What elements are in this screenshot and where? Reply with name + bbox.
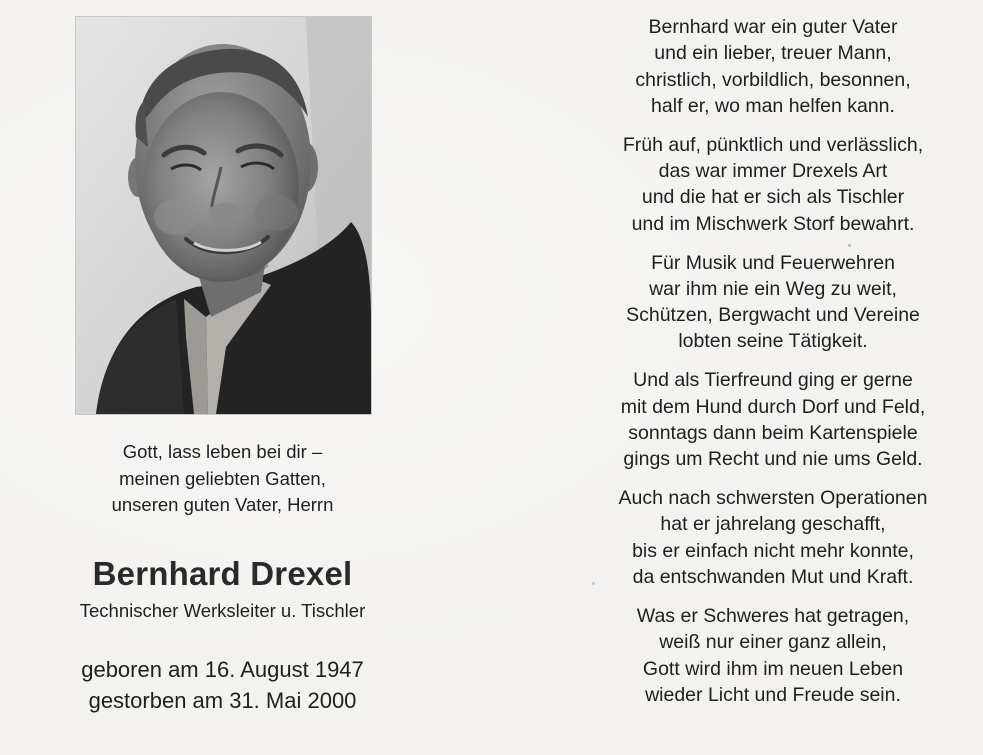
portrait-illustration xyxy=(76,17,371,414)
poem-line: das war immer Drexels Art xyxy=(658,160,888,183)
profession: Technischer Werksleiter u. Tischler xyxy=(79,600,366,621)
poem-line: bis er einfach nicht mehr konnte, xyxy=(632,539,914,562)
poem-stanza xyxy=(588,367,958,472)
birth-date: geboren am 16. August 1947 xyxy=(81,657,364,682)
poem-line: Bernhard war ein guter Vater xyxy=(648,16,898,38)
poem-stanza xyxy=(588,485,958,590)
poem-line: und ein lieber, treuer Mann, xyxy=(654,42,892,65)
poem-line: Gott wird ihm im neuen Leben xyxy=(642,657,904,680)
poem-line: und im Mischwerk Storf bewahrt. xyxy=(631,212,915,235)
poem-line: Und als Tierfreund ging er gerne xyxy=(633,369,913,392)
prayer-line: Gott, lass leben bei dir – xyxy=(122,441,323,462)
poem-line: Auch nach schwersten Operationen xyxy=(618,487,928,510)
poem-line: mit dem Hund durch Dorf und Feld, xyxy=(620,395,926,418)
prayer-text xyxy=(40,439,405,519)
poem-line: Schützen, Bergwacht und Vereine xyxy=(626,304,920,327)
life-dates xyxy=(40,654,405,716)
poem-line: war ihm nie ein Weg zu weit, xyxy=(649,277,897,300)
poem-line: christlich, vorbildlich, besonnen, xyxy=(635,68,911,91)
poem-line: wieder Licht und Freude sein. xyxy=(645,683,901,706)
poem-line: weiß nur einer ganz allein, xyxy=(659,631,887,654)
poem-stanza xyxy=(588,14,958,119)
prayer-line: unseren guten Vater, Herrn xyxy=(111,494,334,515)
poem-line: hat er jahrelang geschafft, xyxy=(660,513,886,536)
poem-line: und die hat er sich als Tischler xyxy=(641,186,905,209)
poem-line: Was er Schweres hat getragen, xyxy=(636,604,910,627)
poem-stanza xyxy=(588,603,958,708)
poem-line: lobten seine Tätigkeit. xyxy=(678,330,868,353)
poem-line: sonntags dann beim Kartenspiele xyxy=(628,421,918,444)
poem-line: gings um Recht und nie ums Geld. xyxy=(623,448,923,471)
poem-line: Für Musik und Feuerwehren xyxy=(651,251,895,274)
poem-line: Früh auf, pünktlich und verlässlich, xyxy=(622,133,924,156)
poem-line: half er, wo man helfen kann. xyxy=(651,94,895,117)
deceased-name: Bernhard Drexel xyxy=(92,555,353,592)
scan-speck xyxy=(592,582,595,585)
prayer-line: meinen geliebten Gatten, xyxy=(119,467,326,489)
portrait-photo xyxy=(76,17,371,414)
poem-stanza xyxy=(588,132,958,237)
memorial-poem xyxy=(588,14,958,721)
poem-stanza xyxy=(588,250,958,355)
scan-speck xyxy=(848,244,851,247)
poem-line: da entschwanden Mut und Kraft. xyxy=(632,566,914,589)
death-date: gestorben am 31. Mai 2000 xyxy=(88,688,357,713)
